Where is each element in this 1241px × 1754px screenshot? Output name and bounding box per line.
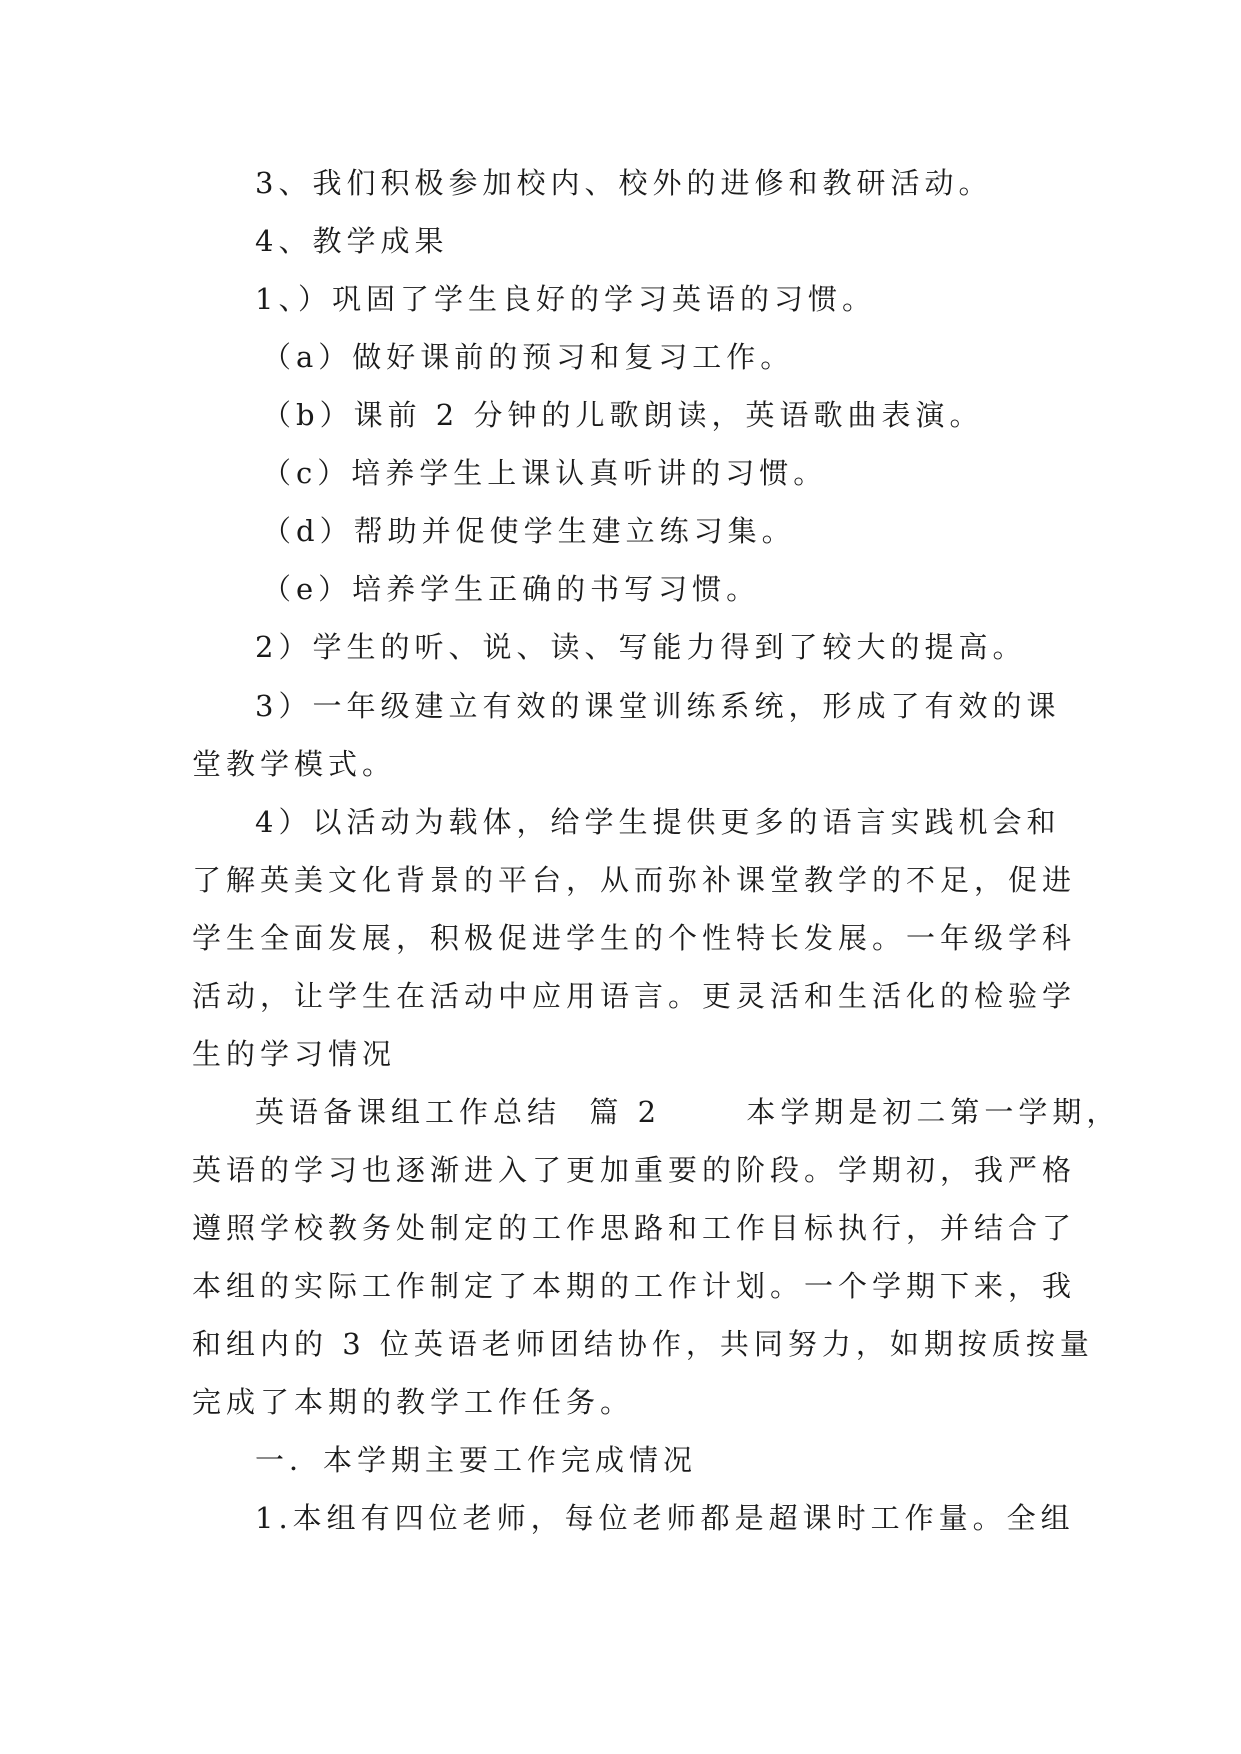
list-item: （c）培养学生上课认真听讲的习惯。 <box>262 456 828 490</box>
paragraph-line: 学生全面发展，积极促进学生的个性特长发展。一年级学科 <box>192 921 1077 955</box>
paragraph-line: 1、）巩固了学生良好的学习英语的习惯。 <box>255 282 876 316</box>
list-item: （a）做好课前的预习和复习工作。 <box>262 340 795 374</box>
paragraph-line: 了解英美文化背景的平台，从而弥补课堂教学的不足，促进 <box>192 863 1077 897</box>
paragraph-line: 1.本组有四位老师，每位老师都是超课时工作量。全组 <box>255 1501 1075 1535</box>
section-heading: 一．本学期主要工作完成情况 <box>255 1443 698 1477</box>
list-item: （e）培养学生正确的书写习惯。 <box>262 572 761 606</box>
section-heading-line: 英语备课组工作总结 篇 2 本学期是初二第一学期， <box>255 1095 1121 1129</box>
paragraph-line: 遵照学校教务处制定的工作思路和工作目标执行，并结合了 <box>192 1211 1077 1245</box>
paragraph-line: 4）以活动为载体，给学生提供更多的语言实践机会和 <box>255 805 1061 839</box>
paragraph-line: 4、教学成果 <box>255 224 449 258</box>
paragraph-line: 3、我们积极参加校内、校外的进修和教研活动。 <box>255 166 993 200</box>
paragraph-line: 2）学生的听、说、读、写能力得到了较大的提高。 <box>255 630 1027 664</box>
paragraph-line: 本组的实际工作制定了本期的工作计划。一个学期下来，我 <box>192 1269 1077 1303</box>
paragraph-line: 活动，让学生在活动中应用语言。更灵活和生活化的检验学 <box>192 979 1077 1013</box>
paragraph-line: 堂教学模式。 <box>192 747 397 781</box>
paragraph-line: 3）一年级建立有效的课堂训练系统，形成了有效的课 <box>255 689 1061 723</box>
list-item: （b）课前 2 分钟的儿歌朗读，英语歌曲表演。 <box>262 398 984 432</box>
paragraph-line: 生的学习情况 <box>192 1037 397 1071</box>
list-item: （d）帮助并促使学生建立练习集。 <box>262 514 796 548</box>
paragraph-line: 英语的学习也逐渐进入了更加重要的阶段。学期初，我严格 <box>192 1153 1077 1187</box>
paragraph-line: 完成了本期的教学工作任务。 <box>192 1385 635 1419</box>
paragraph-line: 和组内的 3 位英语老师团结协作，共同努力，如期按质按量 <box>192 1327 1094 1361</box>
